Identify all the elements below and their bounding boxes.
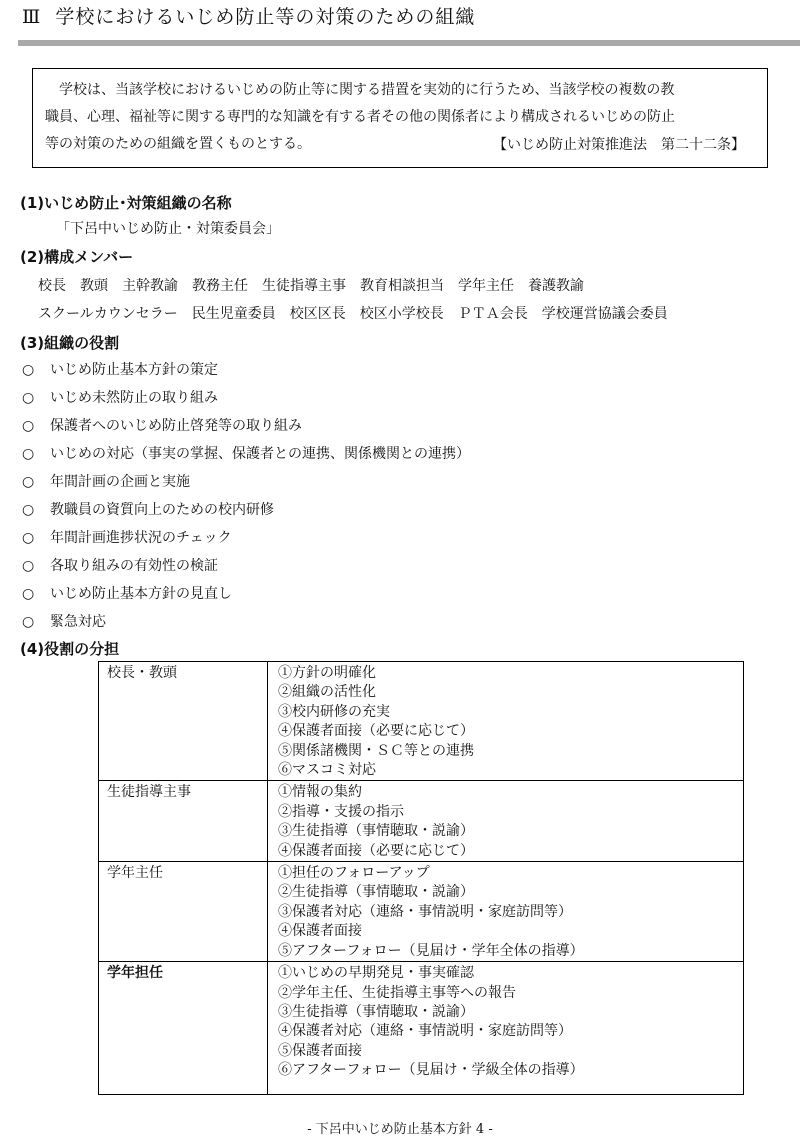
- circle-bullet-icon: ○: [22, 502, 35, 518]
- role-list-item-text: いじめ防止基本方針の見直し: [50, 586, 232, 602]
- section-3-heading: (3)組織の役割: [20, 334, 120, 352]
- circle-bullet-icon: ○: [22, 474, 35, 490]
- law-line-3: 等の対策のための組織を置くものとする。: [45, 136, 311, 152]
- role-list-item-text: いじめの対応（事実の掌握、保護者との連携、関係機関との連携）: [50, 446, 470, 462]
- members-line-2: スクールカウンセラー 民生児童委員 校区区長 校区小学校長 ＰＴＡ会長 学校運営協議会委員: [38, 306, 668, 322]
- table-row: [99, 781, 744, 862]
- role-list-item-text: 教職員の資質向上のための校内研修: [50, 502, 274, 518]
- role-list-item: [22, 555, 218, 575]
- circle-bullet-icon: ○: [22, 614, 35, 630]
- duty-item: ②指導・支援の指示: [278, 803, 404, 820]
- duty-item: ③校内研修の充実: [278, 703, 390, 720]
- law-citation: 【いじめ防止対策推進法 第二十二条】: [493, 137, 745, 153]
- section-4-heading: (4)役割の分担: [20, 640, 120, 658]
- duty-item: ④保護者対応（連絡・事情説明・家庭訪問等）: [278, 1023, 572, 1040]
- role-list-item: [22, 499, 274, 519]
- page-title: [22, 2, 782, 29]
- duty-item: ②学年主任、生徒指導主事等への報告: [278, 984, 516, 1001]
- table-row: [99, 662, 744, 781]
- duty-item: ③保護者対応（連絡・事情説明・家庭訪問等）: [278, 903, 572, 920]
- role-cell: 校長・教頭: [99, 662, 268, 781]
- role-list-item: [22, 415, 302, 435]
- role-list-item-text: いじめ防止基本方針の策定: [50, 362, 218, 378]
- duty-item: ⑤関係諸機関・ＳＣ等との連携: [278, 742, 474, 759]
- duty-item: ④保護者面接（必要に応じて）: [278, 842, 474, 859]
- duty-item: ①担任のフォローアップ: [278, 865, 430, 882]
- circle-bullet-icon: ○: [22, 418, 35, 434]
- circle-bullet-icon: ○: [22, 390, 35, 406]
- role-list-item: [22, 527, 232, 547]
- role-list-item-text: 年間計画の企画と実施: [50, 474, 190, 490]
- law-line-1: 学校は、当該学校におけるいじめの防止等に関する措置を実効的に行うため、当該学校の複数の教: [59, 82, 675, 98]
- role-assignment-table: [98, 661, 744, 1095]
- duties-cell: [268, 962, 744, 1095]
- duty-item: ②生徒指導（事情聴取・説諭）: [278, 884, 474, 901]
- duties-cell: [268, 862, 744, 962]
- section-1-heading: (1)いじめ防止･対策組織の名称: [20, 194, 232, 212]
- section-2-heading: (2)構成メンバー: [20, 248, 134, 266]
- duty-item: ⑥マスコミ対応: [278, 762, 376, 779]
- role-list-item-text: 緊急対応: [50, 614, 106, 630]
- table-row: [99, 862, 744, 962]
- role-list-item: [22, 387, 218, 407]
- title-text: 学校におけるいじめ防止等の対策のための組織: [55, 6, 476, 28]
- duty-item: ③生徒指導（事情聴取・説諭）: [278, 1003, 474, 1020]
- duties-cell: [268, 662, 744, 781]
- role-list-item: [22, 443, 470, 463]
- role-list-item-text: 各取り組みの有効性の検証: [50, 558, 218, 574]
- duty-item: ⑥アフターフォロー（見届け・学級全体の指導）: [278, 1062, 584, 1079]
- duty-item: ③生徒指導（事情聴取・説諭）: [278, 823, 474, 840]
- role-list-item-text: 保護者へのいじめ防止啓発等の取り組み: [50, 418, 302, 434]
- role-cell: 学年主任: [99, 862, 268, 962]
- duty-item: ⑤アフターフォロー（見届け・学年全体の指導）: [278, 942, 584, 959]
- role-cell: 学年担任: [99, 962, 268, 1095]
- role-list-item-text: いじめ未然防止の取り組み: [50, 390, 218, 406]
- role-list-item: [22, 471, 190, 491]
- title-numeral: Ⅲ: [22, 6, 42, 28]
- circle-bullet-icon: ○: [22, 362, 35, 378]
- title-underline: [18, 40, 800, 46]
- role-cell: 生徒指導主事: [99, 781, 268, 862]
- duty-item: ②組織の活性化: [278, 684, 376, 701]
- circle-bullet-icon: ○: [22, 446, 35, 462]
- duty-item: ④保護者面接（必要に応じて）: [278, 723, 474, 740]
- duty-item: ⑤保護者面接: [278, 1042, 362, 1059]
- page-footer: - 下呂中いじめ防止基本方針 4 -: [307, 1122, 493, 1137]
- circle-bullet-icon: ○: [22, 530, 35, 546]
- circle-bullet-icon: ○: [22, 586, 35, 602]
- circle-bullet-icon: ○: [22, 558, 35, 574]
- role-list-item: [22, 583, 232, 603]
- role-list-item: [22, 359, 218, 379]
- members-line-1: 校長 教頭 主幹教諭 教務主任 生徒指導主事 教育相談担当 学年主任 養護教諭: [38, 278, 584, 294]
- committee-name: 「下呂中いじめ防止・対策委員会」: [56, 221, 280, 237]
- law-excerpt-box: [32, 68, 768, 168]
- duty-item: ①方針の明確化: [278, 665, 376, 681]
- table-row: [99, 962, 744, 1095]
- role-list-item-text: 年間計画進捗状況のチェック: [50, 530, 232, 546]
- duty-item: ④保護者面接: [278, 923, 362, 940]
- law-line-2: 職員、心理、福祉等に関する専門的な知識を有する者その他の関係者により構成されるいじめの防止: [45, 109, 675, 125]
- duties-cell: [268, 781, 744, 862]
- duty-item: ①情報の集約: [278, 784, 362, 801]
- duty-item: ①いじめの早期発見・事実確認: [278, 965, 474, 982]
- role-list-item: [22, 611, 106, 631]
